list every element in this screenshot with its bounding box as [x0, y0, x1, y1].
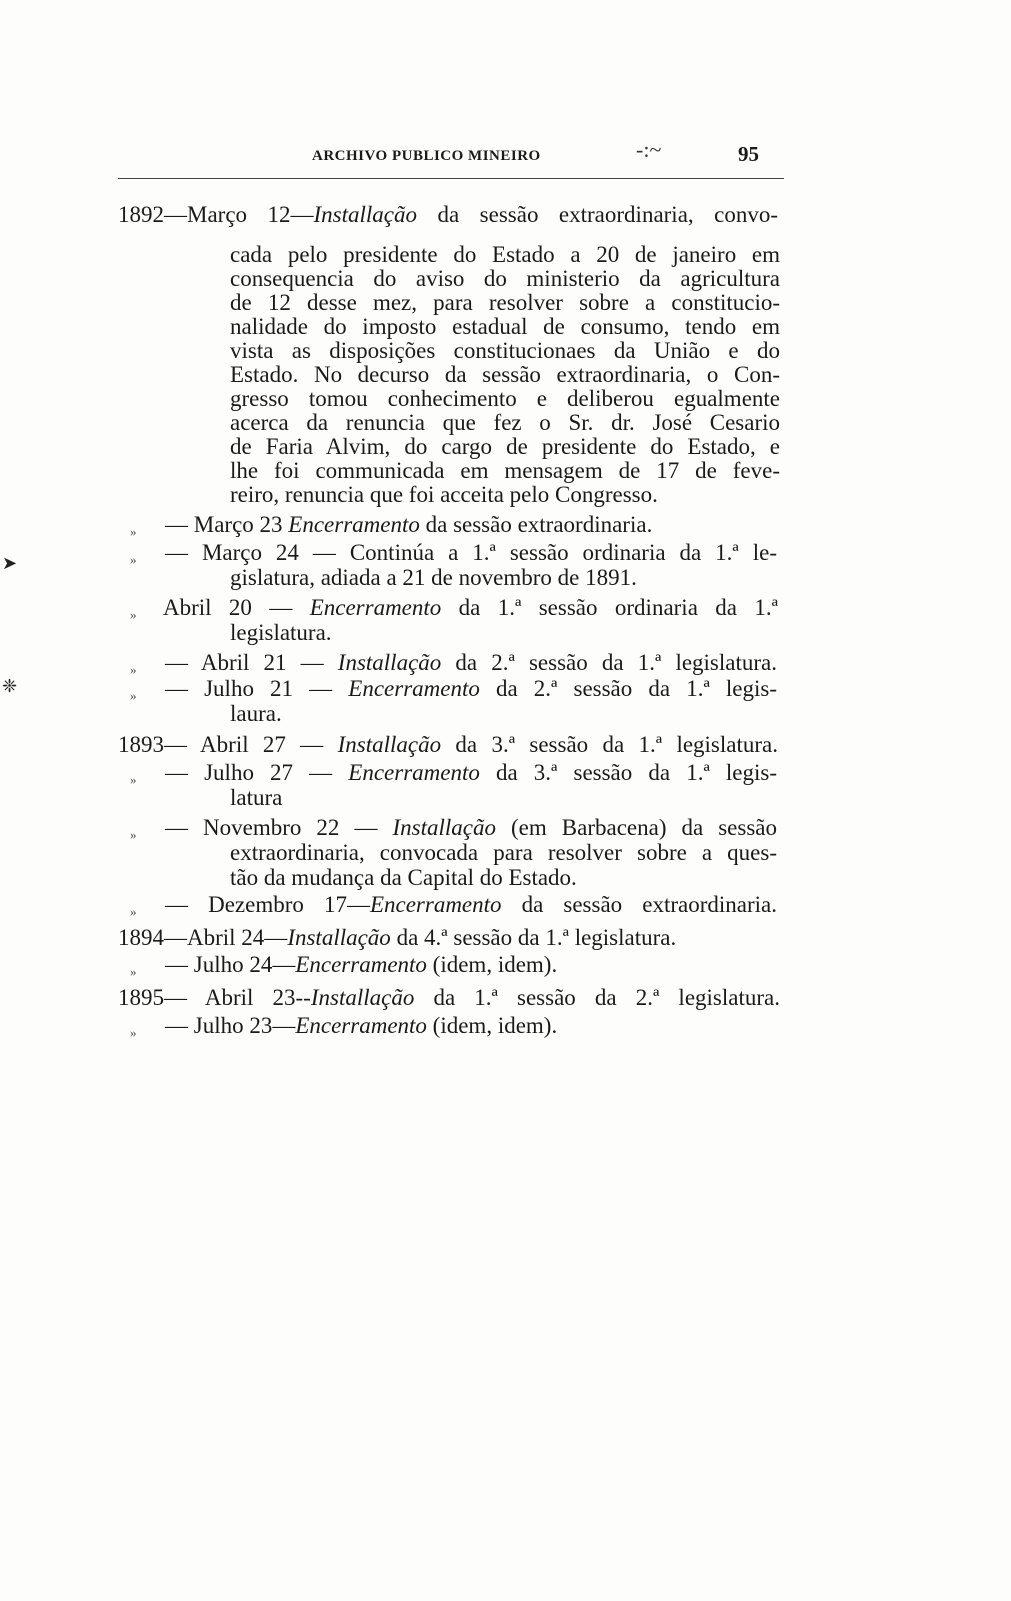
entry-text: gislatura, adiada a 21 de novembro de 1891.	[230, 565, 637, 590]
entry-text: vista as disposições constitucionaes da União e do	[230, 338, 780, 363]
entry-line	[230, 314, 780, 340]
entry-text: — Abril 21 —	[165, 650, 338, 675]
entry-text: de Faria Alvim, do cargo de presidente do Estado, e	[230, 434, 780, 459]
entry-text: da 3.ª sessão da 1.ª legis-	[479, 760, 777, 785]
entry-text: cada pelo presidente do Estado a 20 de janeiro em	[230, 242, 780, 267]
entry-line	[230, 266, 780, 292]
entry-line	[165, 512, 652, 538]
entry-text: 1894—Abril 24—	[118, 925, 288, 950]
entry-line	[118, 925, 676, 951]
header-rule	[118, 178, 784, 179]
entry-line	[230, 434, 780, 460]
entry-text: consequencia do aviso do ministerio da agricultura	[230, 266, 780, 291]
event-type: Installação	[313, 202, 418, 227]
entry-line	[230, 620, 332, 646]
event-type: Installação	[337, 732, 442, 757]
entry-text: (idem, idem).	[426, 1013, 558, 1038]
event-type: Encerramento	[309, 595, 442, 620]
entry-line	[165, 815, 777, 841]
ditto-mark: »	[130, 827, 137, 842]
entry-line	[165, 650, 777, 676]
entry-text: — Março 23	[165, 512, 289, 537]
entry-line	[230, 242, 780, 268]
entry-line	[230, 482, 710, 508]
entry-text: — Julho 24—	[165, 952, 296, 977]
ditto-mark: »	[130, 688, 137, 703]
event-type: Encerramento	[295, 952, 427, 977]
entry-text: lhe foi communicada em mensagem de 17 de feve-	[230, 458, 780, 483]
entry-line	[118, 202, 778, 228]
entry-text: — Julho 21 —	[165, 676, 349, 701]
entry-line	[230, 701, 282, 727]
entry-text: — Julho 27 —	[165, 760, 349, 785]
entry-text: — Março 24 — Continúa a 1.ª sessão ordinaria da 1.ª le-	[165, 540, 777, 565]
entry-text: da sessão extraordinaria.	[501, 892, 777, 917]
entry-text: — Julho 23—	[165, 1013, 296, 1038]
event-type: Encerramento	[288, 512, 420, 537]
entry-line	[165, 760, 777, 786]
entry-text: reiro, renuncia que foi acceita pelo Congresso.	[230, 482, 658, 507]
entry-text: de 12 desse mez, para resolver sobre a constitucio-	[230, 290, 780, 315]
entry-text: legislatura.	[230, 620, 332, 645]
entry-line	[230, 865, 577, 891]
ditto-mark: »	[130, 524, 137, 539]
entry-text: da 1.ª sessão ordinaria da 1.ª	[441, 595, 778, 620]
entry-line	[230, 785, 282, 811]
ditto-mark: »	[130, 1025, 137, 1040]
entry-line	[165, 1013, 557, 1039]
ditto-mark: »	[130, 552, 137, 567]
entry-text: da 2.ª sessão da 1.ª legislatura.	[441, 650, 777, 675]
entry-text: 1892—Março 12—	[118, 202, 314, 227]
entry-text: da 3.ª sessão da 1.ª legislatura.	[441, 732, 778, 757]
entry-text: — Novembro 22 —	[165, 815, 393, 840]
entry-text: extraordinaria, convocada para resolver sobre a ques-	[230, 840, 777, 865]
event-type: Encerramento	[295, 1013, 427, 1038]
entry-text: da 4.ª sessão da 1.ª legislatura.	[390, 925, 677, 950]
margin-arrow-icon: ➤	[2, 553, 18, 573]
event-type: Encerramento	[348, 676, 480, 701]
entry-line	[165, 540, 777, 566]
event-type: Installação	[310, 985, 415, 1010]
ditto-mark: »	[130, 662, 137, 677]
entry-line	[230, 410, 780, 436]
event-type: Installação	[287, 925, 391, 950]
event-type: Installação	[337, 650, 442, 675]
entry-line	[230, 840, 777, 866]
entry-line	[118, 732, 778, 758]
entry-text: — Dezembro 17—	[165, 892, 370, 917]
ditto-mark: »	[130, 904, 137, 919]
entry-line	[230, 338, 780, 364]
ditto-mark: »	[130, 772, 137, 787]
entry-text: laura.	[230, 701, 282, 726]
entry-text: da sessão extraordinaria.	[419, 512, 653, 537]
entry-line	[165, 676, 777, 702]
entry-text: tão da mudança da Capital do Estado.	[230, 865, 577, 890]
page-number: 95	[738, 142, 759, 166]
entry-line	[230, 362, 780, 388]
entry-line	[230, 458, 780, 484]
entry-text: 1893— Abril 27 —	[118, 732, 338, 757]
entry-text: da sessão extraordinaria, convo-	[417, 202, 779, 227]
entry-line	[230, 386, 780, 412]
entry-line	[230, 290, 780, 316]
entry-text: gresso tomou conhecimento e deliberou egualmente	[230, 386, 780, 411]
event-type: Encerramento	[348, 760, 480, 785]
ditto-mark: »	[130, 964, 137, 979]
entry-text: 1895— Abril 23--	[118, 985, 311, 1010]
entry-text: acerca da renuncia que fez o Sr. dr. José Cesario	[230, 410, 780, 435]
entry-text: Abril 20 —	[163, 595, 310, 620]
header-ornament: -:~	[636, 137, 662, 162]
entry-text: (em Barbacena) da sessão	[495, 815, 777, 840]
entry-text: (idem, idem).	[426, 952, 558, 977]
ditto-mark: »	[130, 607, 137, 622]
entry-line	[165, 952, 557, 978]
entry-line	[118, 985, 780, 1011]
running-header	[120, 137, 780, 180]
event-type: Encerramento	[369, 892, 502, 917]
event-type: Installação	[392, 815, 496, 840]
margin-asterisk-icon: ❈	[2, 676, 18, 696]
entry-line	[165, 892, 777, 918]
entry-text: latura	[230, 785, 283, 810]
entry-line	[230, 565, 637, 591]
entry-line	[163, 595, 778, 621]
entry-text: Estado. No decurso da sessão extraordinaria, o Con-	[230, 362, 780, 387]
entry-text: nalidade do imposto estadual de consumo, tendo em	[230, 314, 780, 339]
header-title: ARCHIVO PUBLICO MINEIRO	[312, 148, 541, 164]
entry-text: da 1.ª sessão da 2.ª legislatura.	[414, 985, 780, 1010]
entry-text: da 2.ª sessão da 1.ª legis-	[479, 676, 777, 701]
